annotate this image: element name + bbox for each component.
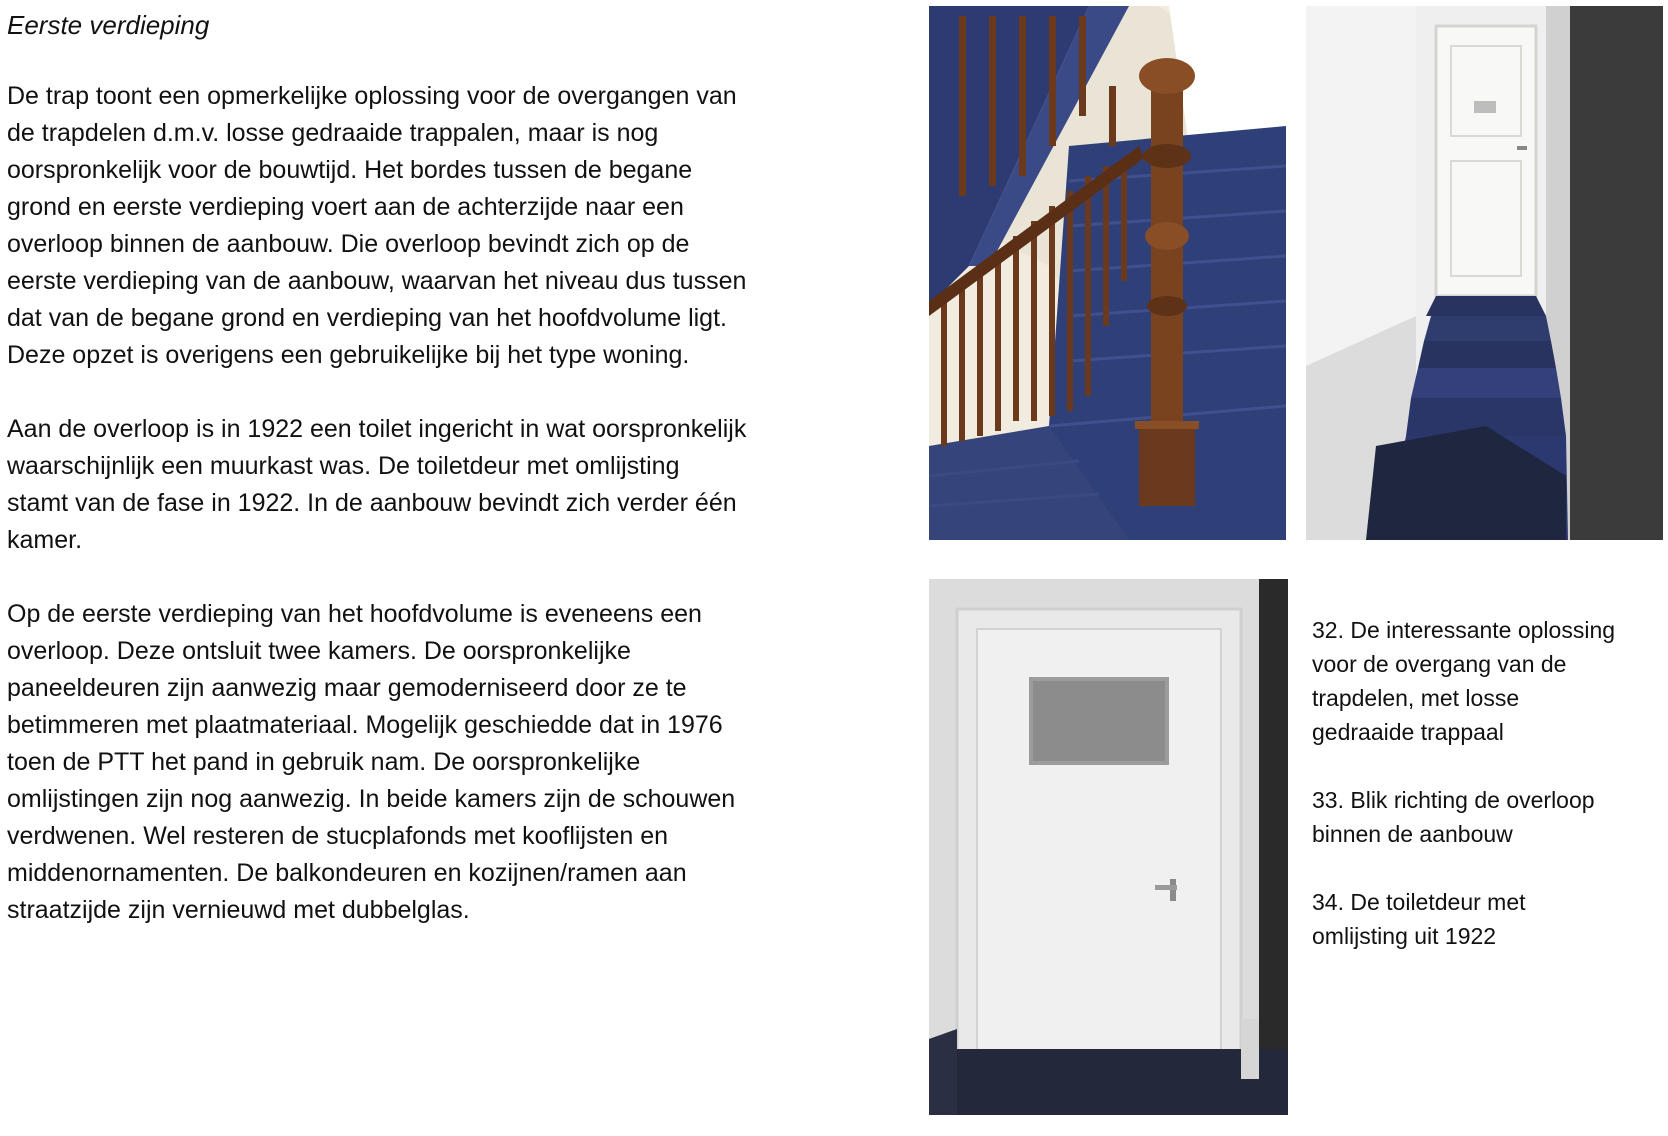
photo-staircase: [929, 6, 1286, 540]
door-illustration: [929, 579, 1288, 1115]
caption-32: 32. De interessante oplossing voor de overgang van de trapdelen, met losse gedraaide trappaal: [1312, 617, 1616, 745]
photo-landing: [1306, 6, 1663, 540]
paragraph-main-floor: Op de eerste verdieping van het hoofdvolume is eveneens een overloop. Deze ontsluit twee kamers. De oorspronkelijke paneeldeuren zijn aanwezig maar gemoderniseerd door ze te betimmeren met plaatmateriaal. Mogelijk geschiedde dat in 1976 toen de PTT het pand in gebruik nam. De oorspronkelijke omlijstingen zijn nog aanwezig. In beide kamers zijn de schouwen verdwenen. Wel resteren de stucplafonds met kooflijsten en middenornamenten. De balkondeuren en kozijnen/ramen aan straatzijde zijn vernieuwd met dubbelglas.: [7, 600, 736, 924]
body-text: [7, 78, 859, 966]
landing-illustration: [1306, 6, 1663, 540]
paragraph-stairs: De trap toont een opmerkelijke oplossing voor de overgangen van de trapdelen d.m.v. losse gedraaide trappalen, maar is nog oorspronkelijk voor de bouwtijd. Het bordes tussen de begane grond en eerste verdieping voert aan de achterzijde naar een overloop binnen de aanbouw. Die overloop bevindt zich op de eerste verdieping van de aanbouw, waarvan het niveau dus tussen dat van de begane grond en verdieping van het hoofdvolume ligt. Deze opzet is overigens een gebruikelijke bij het type woning.: [7, 82, 747, 369]
caption-34: 34. De toiletdeur met omlijsting uit 1922: [1312, 889, 1526, 949]
staircase-illustration: [929, 6, 1286, 540]
section-heading: Eerste verdieping: [7, 10, 210, 40]
paragraph-toilet: Aan de overloop is in 1922 een toilet ingericht in wat oorspronkelijk waarschijnlijk een muurkast was. De toiletdeur met omlijsting stamt van de fase in 1922. In de aanbouw bevindt zich verder één kamer.: [7, 415, 747, 554]
photo-captions: [1312, 579, 1662, 987]
photo-toilet-door: [929, 579, 1288, 1115]
caption-33: 33. Blik richting de overloop binnen de aanbouw: [1312, 787, 1595, 847]
